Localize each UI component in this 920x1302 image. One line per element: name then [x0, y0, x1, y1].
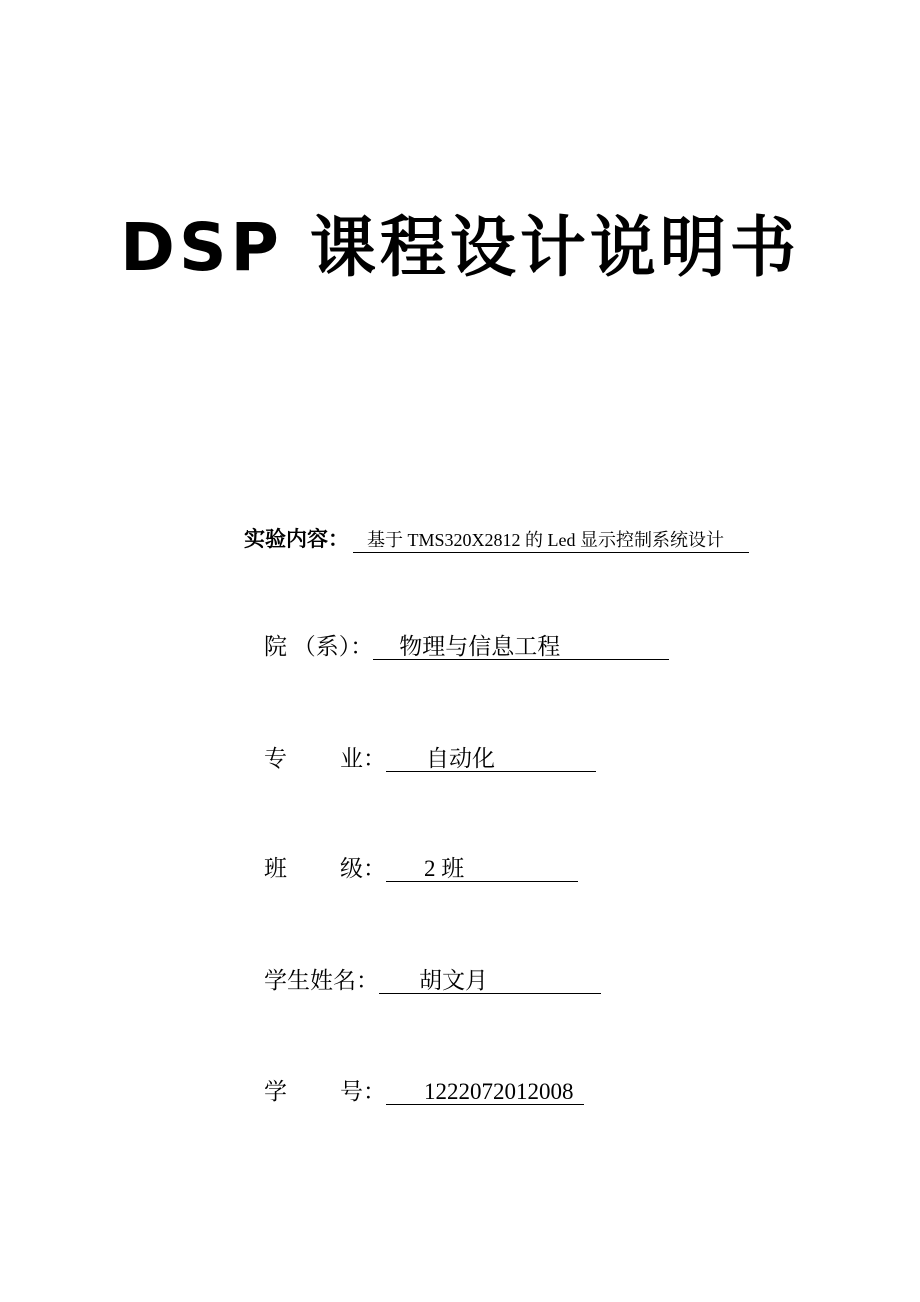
major-row: [264, 744, 596, 774]
class-label-first: 班: [264, 856, 287, 881]
department-value: 物理与信息工程: [373, 635, 669, 660]
student-name-value: 胡文月: [379, 969, 601, 994]
student-id-label-second: 号：: [340, 1079, 386, 1104]
student-id-row: [264, 1077, 584, 1107]
major-label-second: 业：: [340, 746, 386, 771]
department-row: [264, 632, 669, 662]
student-id-label-first: 学: [264, 1079, 287, 1104]
major-value: 自动化: [386, 747, 596, 772]
class-row: [264, 854, 578, 884]
content-label: 实验内容：: [244, 527, 349, 551]
student-name-label: 学生姓名：: [264, 968, 379, 993]
student-name-row: [264, 966, 601, 996]
class-value: 2 班: [386, 857, 578, 882]
student-id-value: 1222072012008: [386, 1080, 584, 1105]
class-label-second: 级：: [340, 856, 386, 881]
major-label-first: 专: [264, 746, 287, 771]
content-row: [244, 524, 749, 554]
document-title: DSP 课程设计说明书: [120, 209, 800, 286]
department-label: 院 （系）：: [264, 634, 374, 659]
content-value: 基于 TMS320X2812 的 Led 显示控制系统设计: [353, 528, 749, 553]
